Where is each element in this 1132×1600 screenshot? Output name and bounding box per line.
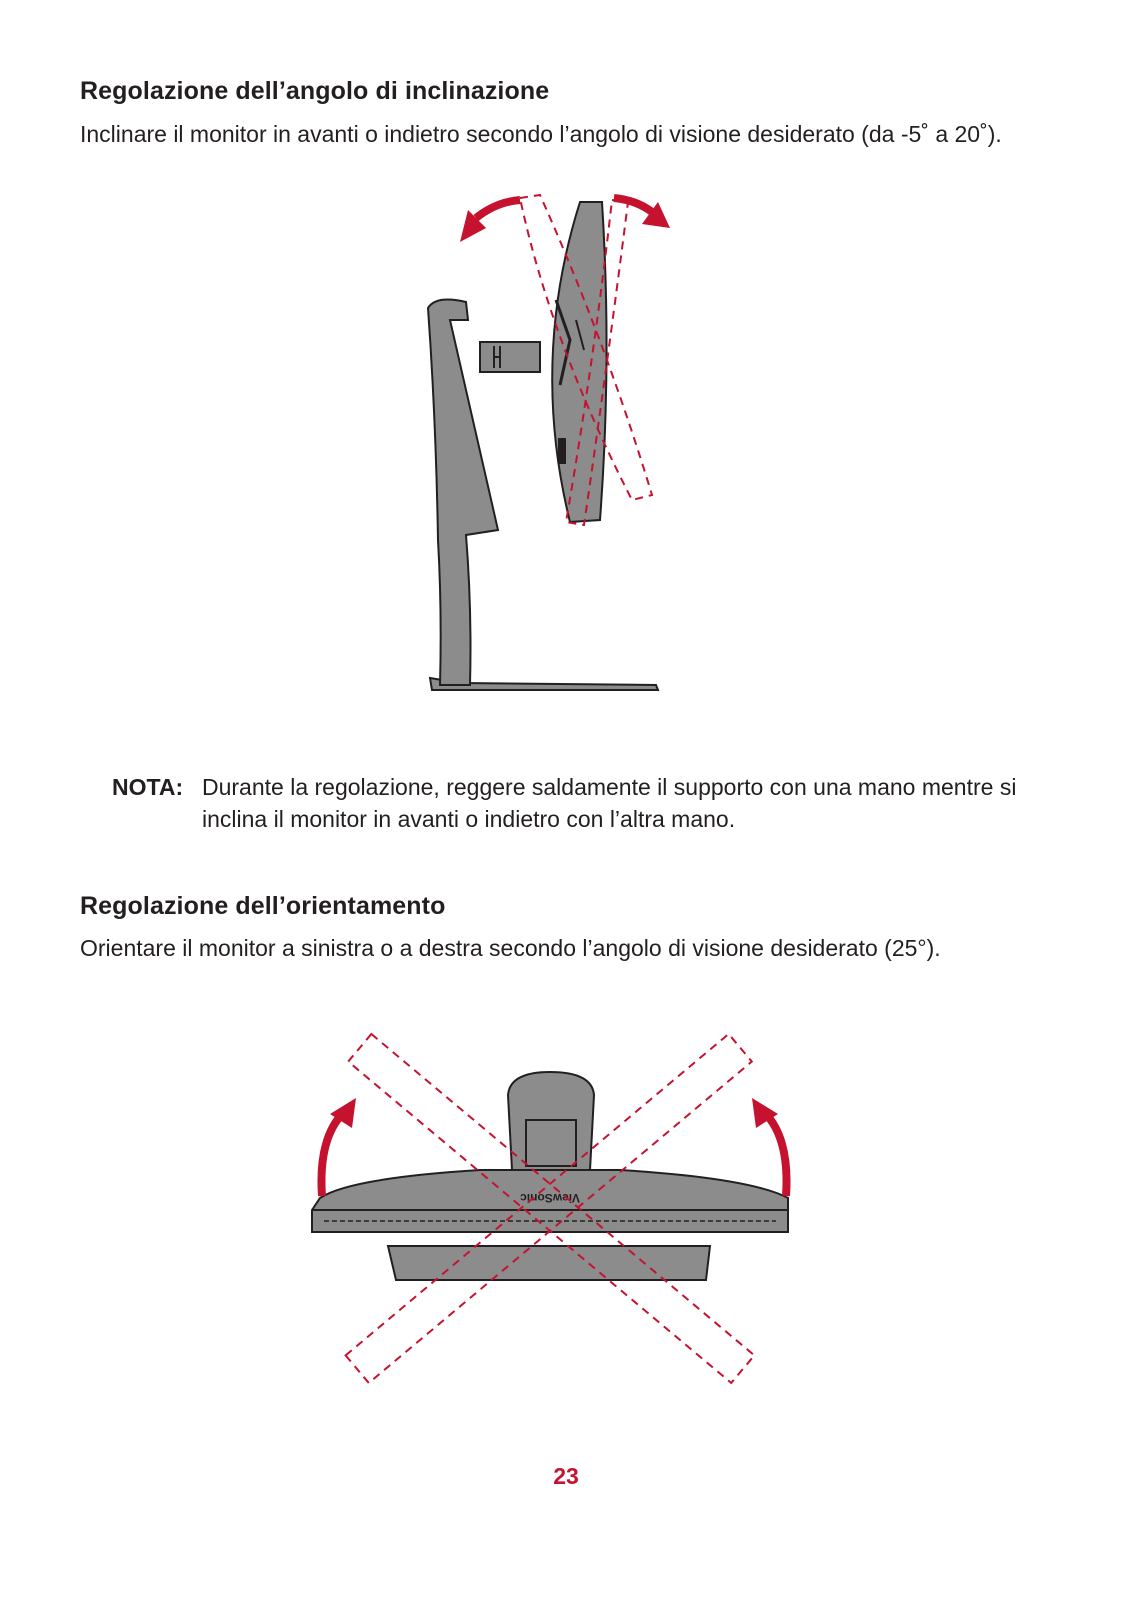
note-text: Durante la regolazione, reggere saldamente il supporto con una mano mentre si inclina il monitor in avanti o indietro con l’altra mano.: [202, 774, 1017, 832]
swivel-section-title: Regolazione dell’orientamento: [80, 892, 446, 920]
swivel-arrow-left: [321, 1112, 344, 1196]
tilt-section-text: Inclinare il monitor in avanti o indietro secondo l’angolo di visione desiderato (da -5˚ a 20˚).: [80, 121, 1002, 147]
swivel-illustration: [300, 1010, 800, 1410]
tilt-arrow-back: [476, 200, 520, 218]
stand-base-top: [388, 1246, 710, 1280]
note-box: [112, 771, 1032, 835]
page-number: 23: [553, 1463, 579, 1489]
tilt-section-title: Regolazione dell’angolo di inclinazione: [80, 77, 550, 105]
tilt-illustration: [380, 180, 680, 700]
swivel-arrow-right: [764, 1112, 787, 1196]
swivel-section-text: Orientare il monitor a sinistra o a destra secondo l’angolo di visione desiderato (25°).: [80, 935, 941, 961]
note-label: NOTA:: [112, 774, 184, 800]
monitor-logo: ViewSonic: [520, 1191, 580, 1205]
hinge-arm: [480, 342, 540, 372]
tilt-arrow-forward: [614, 198, 652, 212]
monitor-side: [552, 202, 606, 522]
